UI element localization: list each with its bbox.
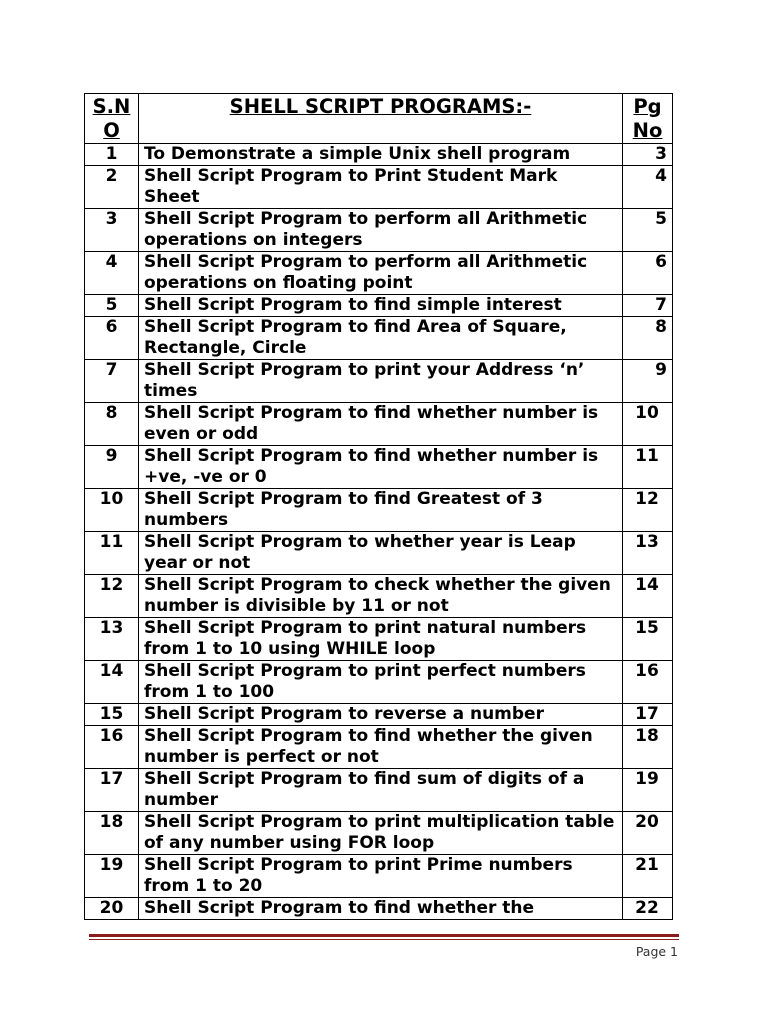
- serial-number-cell: 5: [85, 295, 139, 317]
- page-number-cell: 14: [623, 575, 673, 618]
- page-number-header: Pg No: [623, 94, 673, 144]
- programs-title-header: SHELL SCRIPT PROGRAMS:-: [139, 94, 623, 144]
- page-number-cell: 3: [623, 144, 673, 166]
- footer-rule: [89, 934, 679, 940]
- table-row: [85, 489, 673, 532]
- program-title-cell: Shell Script Program to find simple interest: [139, 295, 623, 317]
- program-title-cell: Shell Script Program to print natural numbers from 1 to 10 using WHILE loop: [139, 618, 623, 661]
- table-row: [85, 403, 673, 446]
- program-title-cell: Shell Script Program to find whether number is even or odd: [139, 403, 623, 446]
- serial-number-cell: 9: [85, 446, 139, 489]
- table-row: [85, 360, 673, 403]
- serial-number-cell: 4: [85, 252, 139, 295]
- table-row: [85, 144, 673, 166]
- serial-number-cell: 20: [85, 898, 139, 920]
- page-number-cell: 21: [623, 855, 673, 898]
- page-number-cell: 18: [623, 726, 673, 769]
- table-row: [85, 855, 673, 898]
- table-row: [85, 726, 673, 769]
- program-title-cell: Shell Script Program to check whether the given number is divisible by 11 or not: [139, 575, 623, 618]
- serial-number-cell: 18: [85, 812, 139, 855]
- program-title-cell: Shell Script Program to find whether the given number is perfect or not: [139, 726, 623, 769]
- page-number-cell: 11: [623, 446, 673, 489]
- serial-number-cell: 2: [85, 166, 139, 209]
- program-title-cell: Shell Script Program to reverse a number: [139, 704, 623, 726]
- program-title-cell: To Demonstrate a simple Unix shell program: [139, 144, 623, 166]
- serial-number-cell: 6: [85, 317, 139, 360]
- program-title-cell: Shell Script Program to find Greatest of 3 numbers: [139, 489, 623, 532]
- page-number-cell: 5: [623, 209, 673, 252]
- program-title-cell: Shell Script Program to find sum of digits of a number: [139, 769, 623, 812]
- page-number-cell: 7: [623, 295, 673, 317]
- page-number-cell: 22: [623, 898, 673, 920]
- program-title-cell: Shell Script Program to perform all Arithmetic operations on integers: [139, 209, 623, 252]
- table-row: [85, 209, 673, 252]
- page-number-cell: 13: [623, 532, 673, 575]
- serial-number-cell: 3: [85, 209, 139, 252]
- page-number-cell: 10: [623, 403, 673, 446]
- page-number-cell: 17: [623, 704, 673, 726]
- table-row: [85, 898, 673, 920]
- program-title-cell: Shell Script Program to perform all Arithmetic operations on floating point: [139, 252, 623, 295]
- table-header-row: [85, 94, 673, 144]
- page-number-cell: 4: [623, 166, 673, 209]
- page-number-cell: 20: [623, 812, 673, 855]
- serial-number-cell: 7: [85, 360, 139, 403]
- serial-number-cell: 15: [85, 704, 139, 726]
- serial-number-cell: 1: [85, 144, 139, 166]
- table-row: [85, 704, 673, 726]
- table-row: [85, 252, 673, 295]
- table-row: [85, 446, 673, 489]
- serial-number-cell: 11: [85, 532, 139, 575]
- program-title-cell: Shell Script Program to find whether the: [139, 898, 623, 920]
- serial-number-cell: 10: [85, 489, 139, 532]
- table-row: [85, 166, 673, 209]
- page-number-cell: 6: [623, 252, 673, 295]
- serial-number-cell: 8: [85, 403, 139, 446]
- table-row: [85, 661, 673, 704]
- page-number-cell: 19: [623, 769, 673, 812]
- table-body: [85, 144, 673, 920]
- serial-number-cell: 19: [85, 855, 139, 898]
- table-row: [85, 575, 673, 618]
- program-title-cell: Shell Script Program to Print Student Mark Sheet: [139, 166, 623, 209]
- programs-index-table: [84, 93, 673, 920]
- program-title-cell: Shell Script Program to print perfect numbers from 1 to 100: [139, 661, 623, 704]
- table-row: [85, 769, 673, 812]
- table-row: [85, 532, 673, 575]
- table-row: [85, 618, 673, 661]
- serial-number-header: S.N O: [85, 94, 139, 144]
- program-title-cell: Shell Script Program to whether year is Leap year or not: [139, 532, 623, 575]
- page-number-cell: 12: [623, 489, 673, 532]
- program-title-cell: Shell Script Program to print multiplication table of any number using FOR loop: [139, 812, 623, 855]
- page-number-cell: 16: [623, 661, 673, 704]
- page-number-cell: 8: [623, 317, 673, 360]
- footer-rule-thin: [89, 939, 679, 940]
- page-number-label: Page 1: [635, 944, 678, 959]
- serial-number-cell: 13: [85, 618, 139, 661]
- page-number-cell: 9: [623, 360, 673, 403]
- table-row: [85, 295, 673, 317]
- serial-number-cell: 12: [85, 575, 139, 618]
- serial-number-cell: 14: [85, 661, 139, 704]
- program-title-cell: Shell Script Program to find Area of Square, Rectangle, Circle: [139, 317, 623, 360]
- table-row: [85, 317, 673, 360]
- serial-number-cell: 16: [85, 726, 139, 769]
- serial-number-cell: 17: [85, 769, 139, 812]
- program-title-cell: Shell Script Program to print Prime numbers from 1 to 20: [139, 855, 623, 898]
- page-number-cell: 15: [623, 618, 673, 661]
- program-title-cell: Shell Script Program to find whether number is +ve, -ve or 0: [139, 446, 623, 489]
- program-title-cell: Shell Script Program to print your Address ‘n’ times: [139, 360, 623, 403]
- table-row: [85, 812, 673, 855]
